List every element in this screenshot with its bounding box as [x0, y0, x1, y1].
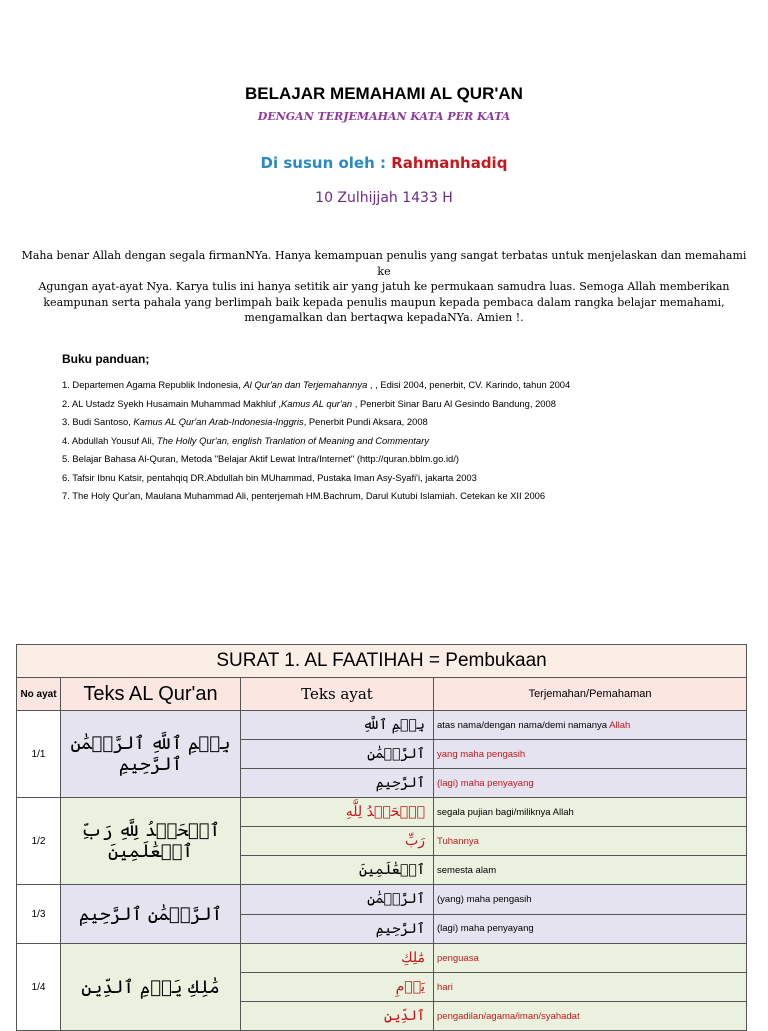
word-translation: semesta alam: [434, 856, 747, 885]
reference-text: 4. Abdullah Yousuf Ali,: [62, 434, 157, 446]
word-arabic: ٱلرَّحِيمِ: [241, 769, 434, 798]
document-subtitle: DENGAN TERJEMAHAN KATA PER KATA: [257, 110, 511, 123]
word-arabic: رَبِّ: [241, 827, 434, 856]
translation-highlight: Allah: [609, 719, 631, 731]
word-arabic: ٱلۡعَٰلَمِينَ: [241, 856, 434, 885]
reference-item: [62, 397, 742, 416]
intro-line: mengamalkan dan bertaqwa kepadaNYa. Amien !.: [244, 311, 524, 324]
guide-heading: Buku panduan;: [62, 352, 150, 366]
word-translation: [434, 711, 747, 740]
ayat-arabic-text: مَٰلِكِ يَوۡمِ ٱلدِّينِ: [61, 944, 241, 1031]
reference-item: [62, 415, 742, 434]
intro-line: Maha benar Allah dengan segala firmanNYa. Hanya kemampuan penulis yang sangat terbatas untuk menjelaskan dan memahami ke: [21, 249, 747, 278]
word-arabic: ٱلرَّحِيمِ: [241, 914, 434, 944]
author-label: Di susun oleh :: [260, 154, 386, 172]
word-arabic: ٱلدِّينِ: [241, 1002, 434, 1031]
reference-text: , Penerbit Sinar Baru Al Gesindo Bandung, 2008: [352, 397, 556, 409]
word-translation: hari: [434, 973, 747, 1002]
surah-table: [16, 644, 747, 1031]
table-row: [17, 798, 747, 827]
col-header-teks-quran: Teks AL Qur'an: [61, 678, 241, 711]
word-arabic: ٱلرَّحۡمَٰنِ: [241, 885, 434, 915]
ayat-number: 1/3: [17, 885, 61, 944]
reference-list: [62, 378, 742, 508]
translation-text: atas nama/dengan nama/demi namanya: [437, 719, 610, 731]
table-row: [17, 944, 747, 973]
intro-line: keampunan serta pahala yang berlimpah baik kepada penulis maupun kepada pembaca dalam rangka belajar memahami,: [43, 295, 725, 309]
reference-item: [62, 434, 742, 453]
intro-paragraph: [14, 248, 754, 326]
reference-item: 6. Tafsir Ibnu Katsir, pentahqiq DR.Abdullah bin MUhammad, Pustaka Iman Asy-Syafi'i, jakarta 2003: [62, 471, 477, 483]
table-row: [17, 711, 747, 740]
word-translation: (lagi) maha penyayang: [434, 914, 747, 944]
word-arabic: ٱلۡحَمۡدُ لِلَّهِ: [241, 798, 434, 827]
ayat-arabic-text: ٱلۡحَمۡدُ لِلَّهِ رَبِّ ٱلۡعَٰلَمِينَ: [61, 798, 241, 885]
reference-book-title: Kamus AL qur'an: [281, 397, 353, 409]
word-translation: (lagi) maha penyayang: [434, 769, 747, 798]
ayat-number: 1/1: [17, 711, 61, 798]
reference-book-title: The Holly Qur'an, english Tranlation of Meaning and Commentary: [156, 434, 429, 446]
reference-item: 7. The Holy Qur'an, Maulana Muhammad Ali, penterjemah HM.Bachrum, Darul Kutubi Islamiah. Cetekan ke XII 2006: [62, 490, 546, 501]
word-arabic: ٱلرَّحۡمَٰنِ: [241, 740, 434, 769]
ayat-number: 1/4: [17, 944, 61, 1031]
table-row: [17, 885, 747, 915]
word-arabic: يَوۡمِ: [241, 973, 434, 1002]
author-name: Rahmanhadiq: [391, 154, 508, 172]
reference-text: 1. Departemen Agama Republik Indonesia,: [62, 379, 244, 390]
reference-text: 3. Budi Santoso,: [62, 416, 134, 427]
reference-text: 2. AL Ustadz Syekh Husamain Muhammad Makhluf ,: [62, 397, 282, 409]
hijri-date: 10 Zulhijjah 1433 H: [315, 190, 453, 206]
col-header-teks-ayat: Teks ayat: [241, 678, 434, 711]
col-header-no-ayat: No ayat: [17, 678, 61, 711]
col-header-terjemahan: Terjemahan/Pemahaman: [434, 678, 747, 711]
word-translation: (yang) maha pengasih: [434, 885, 747, 915]
author-line: [0, 154, 768, 172]
ayat-number: 1/2: [17, 798, 61, 885]
reference-text: , Penerbit Pundi Aksara, 2008: [303, 416, 428, 427]
reference-text: , , Edisi 2004, penerbit, CV. Karindo, tahun 2004: [367, 379, 571, 390]
reference-book-title: Kamus AL Qur'an Arab-Indonesia-Inggris: [133, 416, 304, 427]
word-translation: pengadilan/agama/iman/syahadat: [434, 1002, 747, 1031]
intro-line: Agungan ayat-ayat Nya. Karya tulis ini hanya setitik air yang jatuh ke permukaan samudra luas. Semoga Allah memberikan: [38, 280, 730, 293]
reference-item: 5. Belajar Bahasa Al-Quran, Metoda "Belajar Aktif Lewat Intra/Internet" (http://quran.bblm.go.id/): [62, 453, 459, 464]
ayat-arabic-text: ٱلرَّحۡمَٰنِ ٱلرَّحِيمِ: [61, 885, 241, 944]
word-translation: penguasa: [434, 944, 747, 973]
surah-title: SURAT 1. AL FAATIHAH = Pembukaan: [17, 645, 747, 678]
document-title: BELAJAR MEMAHAMI AL QUR'AN: [245, 84, 523, 103]
reference-item: [62, 378, 742, 397]
word-arabic: مَٰلِكِ: [241, 944, 434, 973]
word-translation: yang maha pengasih: [434, 740, 747, 769]
reference-book-title: Al Qur'an dan Terjemahannya: [243, 379, 368, 390]
word-translation: Tuhannya: [434, 827, 747, 856]
word-translation: segala pujian bagi/miliknya Allah: [434, 798, 747, 827]
ayat-arabic-text: بِسۡمِ ٱللَّهِ ٱلرَّحۡمَٰنِ ٱلرَّحِيمِ: [61, 711, 241, 798]
word-arabic: بِسۡمِ ٱللَّهِ: [241, 711, 434, 740]
